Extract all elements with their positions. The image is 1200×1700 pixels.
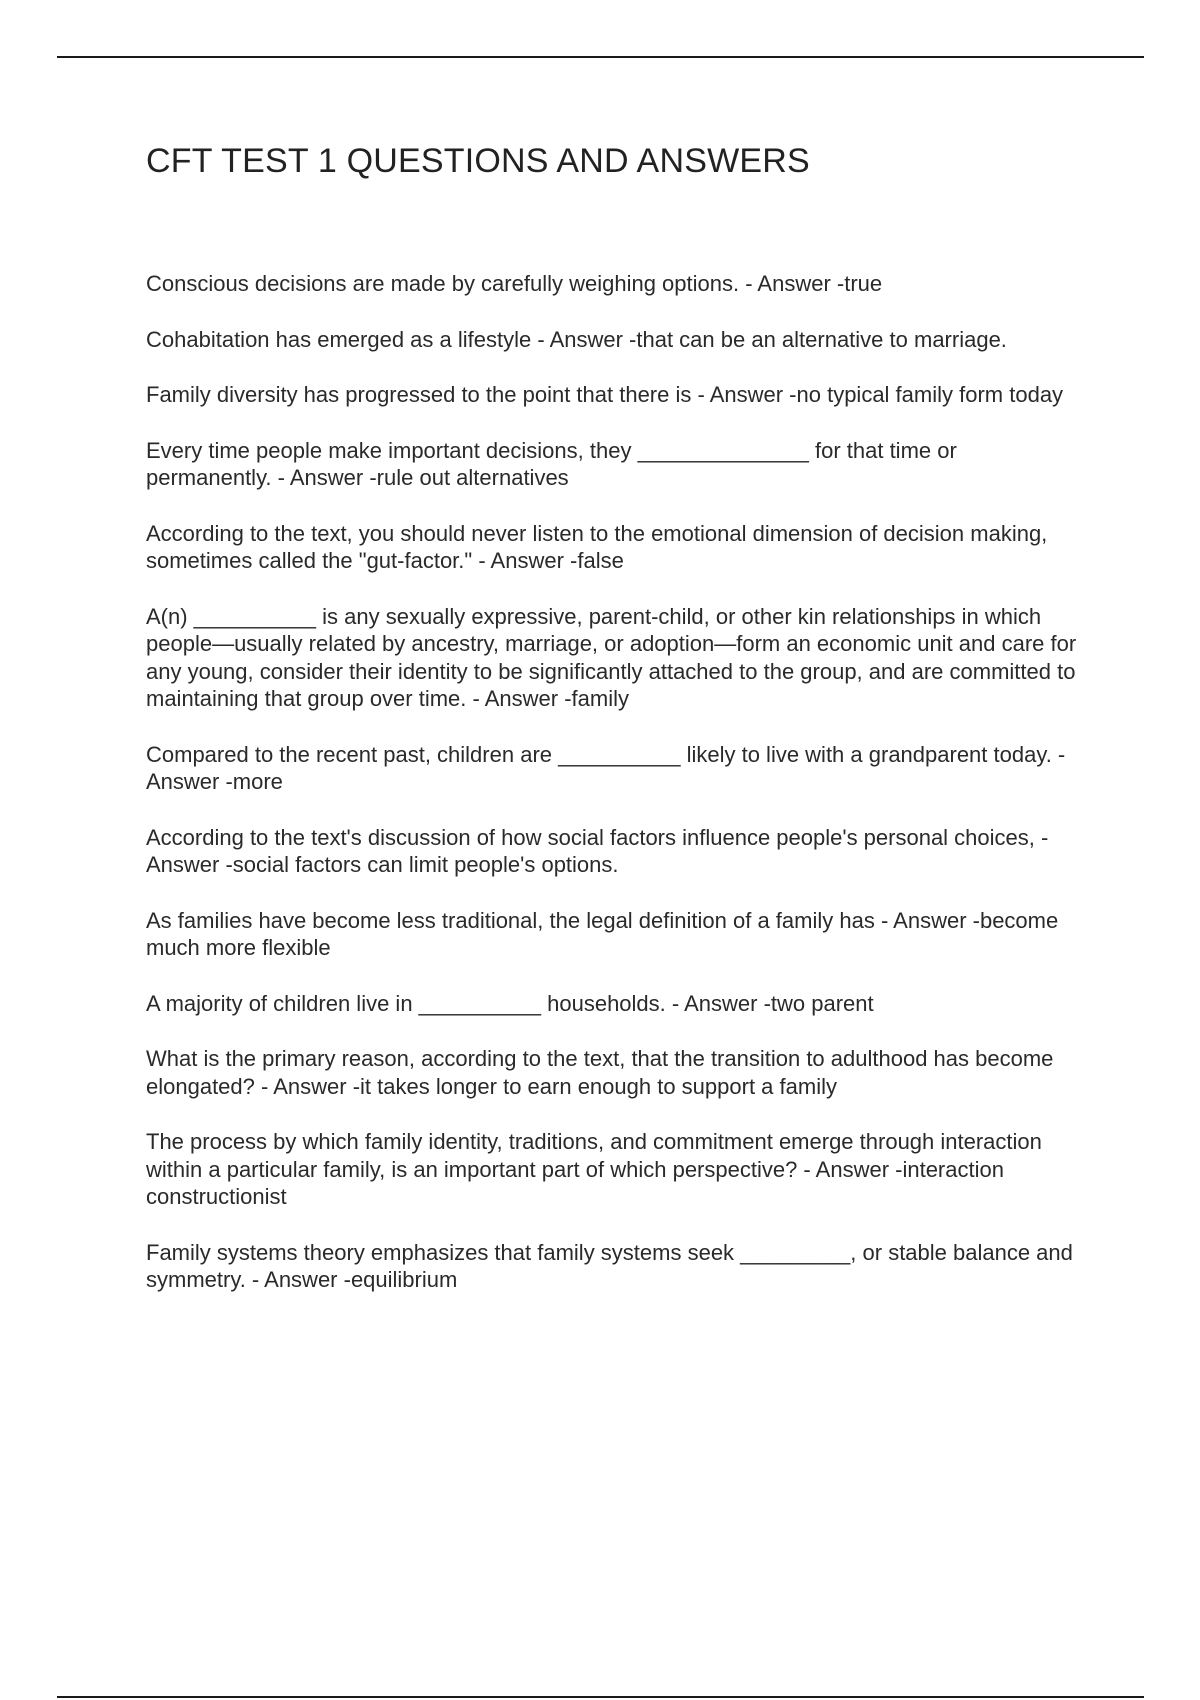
qa-item: According to the text's discussion of how social factors influence people's personal choices, - Answer -social factors can limit people's options.: [146, 824, 1049, 877]
qa-item: What is the primary reason, according to the text, that the transition to adulthood has become elongated? - Answer -it takes longer to earn enough to support a family: [146, 1046, 1054, 1099]
qa-item: A majority of children live in __________ households. - Answer -two parent: [146, 990, 874, 1016]
qa-item: A(n) __________ is any sexually expressive, parent-child, or other kin relationships in which people—usually related by ancestry, marriage, or adoption—form an economic unit and care for any young, consider their identity to be significantly attached to the group, and are committed to maintaining that group over time. - Answer -family: [146, 603, 1077, 711]
top-rule: [57, 56, 1144, 58]
qa-item: Cohabitation has emerged as a lifestyle - Answer -that can be an alternative to marriage.: [146, 326, 1007, 352]
qa-item: Family diversity has progressed to the point that there is - Answer -no typical family form today: [146, 382, 1064, 407]
qa-list: [146, 270, 1086, 1322]
page-title: CFT TEST 1 QUESTIONS AND ANSWERS: [146, 142, 810, 180]
qa-item: Every time people make important decisions, they ______________ for that time or permanently. - Answer -rule out alternatives: [146, 437, 957, 490]
qa-item: The process by which family identity, traditions, and commitment emerge through interaction within a particular family, is an important part of which perspective? - Answer -interaction constructionist: [146, 1129, 1042, 1209]
qa-item: Compared to the recent past, children are __________ likely to live with a grandparent today. - Answer -more: [146, 741, 1066, 794]
bottom-rule: [57, 1696, 1144, 1698]
qa-item: According to the text, you should never listen to the emotional dimension of decision making, sometimes called the "gut-factor." - Answer -false: [146, 520, 1048, 573]
qa-item: As families have become less traditional, the legal definition of a family has - Answer -become much more flexible: [146, 907, 1059, 960]
qa-item: Conscious decisions are made by carefully weighing options. - Answer -true: [146, 271, 883, 296]
qa-item: Family systems theory emphasizes that family systems seek _________, or stable balance and symmetry. - Answer -equilibrium: [146, 1239, 1073, 1292]
